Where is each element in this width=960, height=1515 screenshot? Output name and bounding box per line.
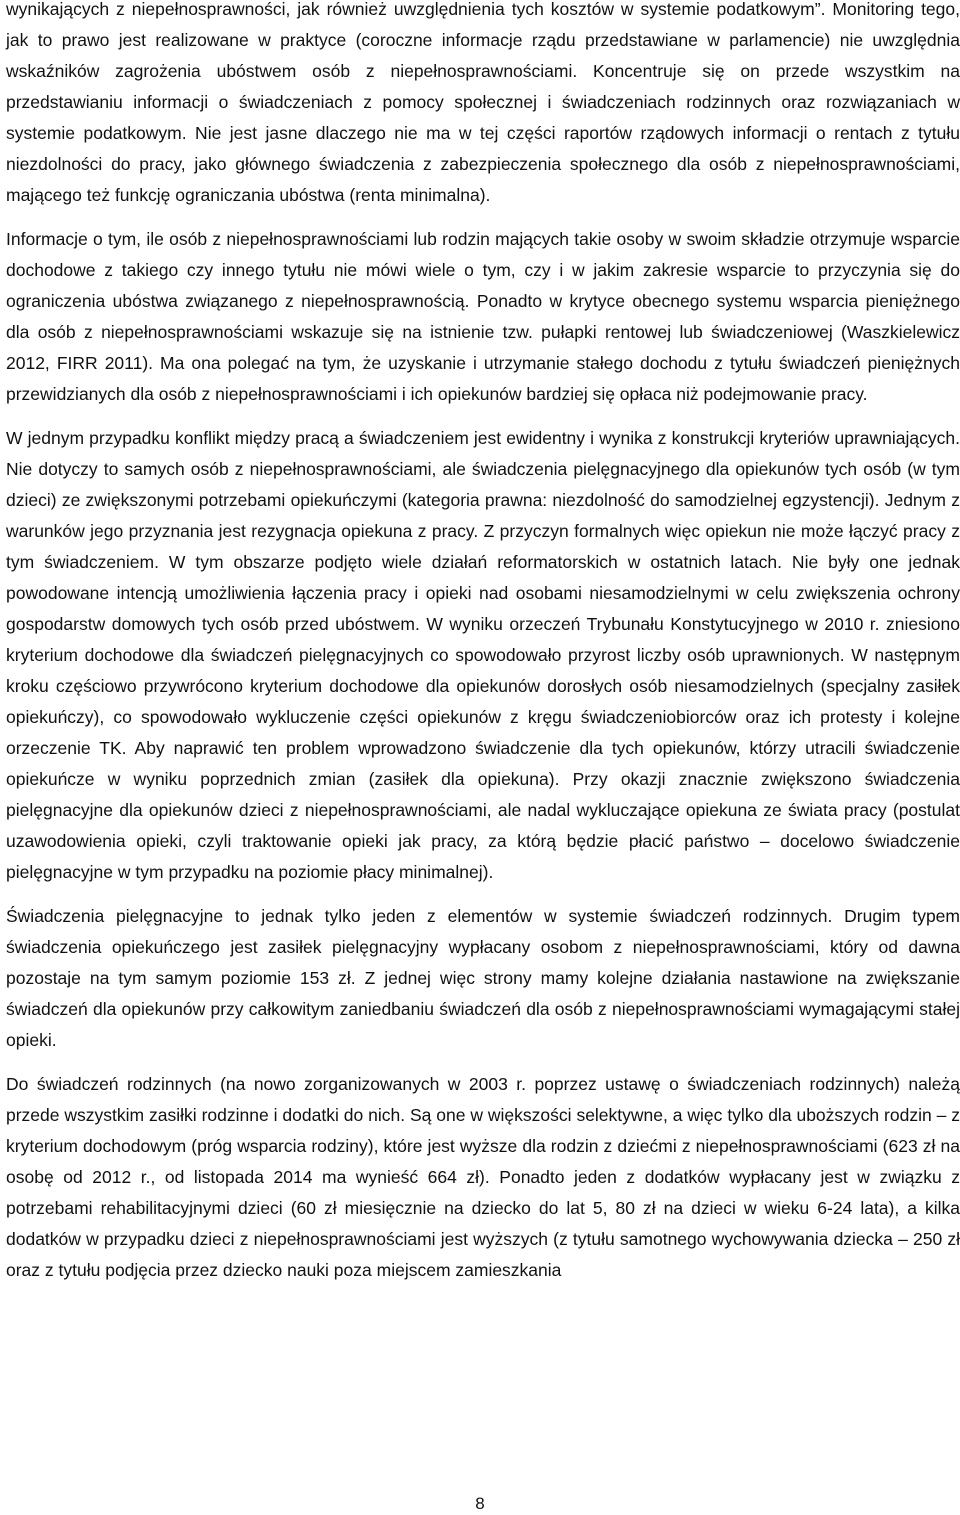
paragraph-care-benefits: Świadczenia pielęgnacyjne to jednak tylko jeden z elementów w systemie świadczeń rodzinnych. Drugim typem świadczenia opiekuńczego jest zasiłek pielęgnacyjny wypłacany osobom z niepełnosprawnościami, który od dawna pozostaje na tym samym poziomie 153 zł. Z jednej więc strony mamy kolejne działania nastawione na zwiększanie świadczeń dla opiekunów przy całkowitym zaniedbaniu świadczeń dla osób z niepełnosprawnościami wymagającymi stałej opieki. [6, 906, 960, 1050]
paragraph-monitoring: wynikających z niepełnosprawności, jak również uwzględnienia tych kosztów w systemie podatkowym”. Monitoring tego, jak to prawo jest realizowane w praktyce (coroczne informacje rządu przedstawiane w parlamencie) nie uwzględnia wskaźników zagrożenia ubóstwem osób z niepełnosprawnościami. Koncentruje się on przede wszystkim na przedstawianiu informacji o świadczeniach z pomocy społecznej i świadczeniach rodzinnych oraz rozwiązaniach w systemie podatkowym. Nie jest jasne dlaczego nie ma w tej części raportów rządowych informacji o rentach z tytułu niezdolności do pracy, jako głównego świadczenia z zabezpieczenia społecznego dla osób z niepełnosprawnościami, mającego też funkcję ograniczania ubóstwa (renta minimalna). [6, 0, 960, 205]
paragraph-income-support: Informacje o tym, ile osób z niepełnosprawnościami lub rodzin mających takie osoby w swoim składzie otrzymuje wsparcie dochodowe z takiego czy innego tytułu nie mówi wiele o tym, czy i w jakim zakresie wsparcie to przyczynia się do ograniczenia ubóstwa związanego z niepełnosprawnością. Ponadto w krytyce obecnego systemu wsparcia pieniężnego dla osób z niepełnosprawnościami wskazuje się na istnienie tzw. pułapki rentowej lub świadczeniowej (Waszkielewicz 2012, FIRR 2011). Ma ona polegać na tym, że uzyskanie i utrzymanie stałego dochodu z tytułu świadczeń pieniężnych przewidzianych dla osób z niepełnosprawnościami i ich opiekunów bardziej się opłaca niż podejmowanie pracy. [6, 229, 960, 404]
page-number: 8 [475, 1494, 485, 1513]
paragraph-care-benefit-conflict: W jednym przypadku konflikt między pracą a świadczeniem jest ewidentny i wynika z konstrukcji kryteriów uprawniających. Nie dotyczy to samych osób z niepełnosprawnościami, ale świadczenia pielęgnacyjnego dla opiekunów tych osób (w tym dzieci) ze zwiększonymi potrzebami opiekuńczymi (kategoria prawna: niezdolność do samodzielnej egzystencji). Jednym z warunków jego przyznania jest rezygnacja opiekuna z pracy. Z przyczyn formalnych więc opiekun nie może łączyć pracy z tym świadczeniem. W tym obszarze podjęto wiele działań reformatorskich w ostatnich latach. Nie były one jednak powodowane intencją umożliwienia łączenia pracy i opieki nad osobami niesamodzielnymi w celu zwiększenia ochrony gospodarstw domowych tych osób przed ubóstwem. W wyniku orzeczeń Trybunału Konstytucyjnego w 2010 r. zniesiono kryterium dochodowe dla świadczeń pielęgnacyjnych co spowodowało przyrost liczby osób uprawnionych. W następnym kroku częściowo przywrócono kryterium dochodowe dla opiekunów dorosłych osób niesamodzielnych (specjalny zasiłek opiekuńczy), co spowodowało wykluczenie części opiekunów z kręgu świadczeniobiorców oraz ich protesty i kolejne orzeczenie TK. Aby naprawić ten problem wprowadzono świadczenie dla tych opiekunów, którzy utracili świadczenie opiekuńcze w wyniku poprzednich zmian (zasiłek dla opiekuna). Przy okazji znacznie zwiększono świadczenia pielęgnacyjne dla opiekunów dzieci z niepełnosprawnościami, ale nadal wykluczające opiekuna ze świata pracy (postulat uzawodowienia opieki, czyli traktowanie opieki jak pracy, za którą będzie płacić państwo – docelowo świadczenie pielęgnacyjne w tym przypadku na poziomie płacy minimalnej). [6, 428, 960, 882]
document-page [6, 0, 960, 1286]
paragraph-family-benefits: Do świadczeń rodzinnych (na nowo zorganizowanych w 2003 r. poprzez ustawę o świadczeniach rodzinnych) należą przede wszystkim zasiłki rodzinne i dodatki do nich. Są one w większości selektywne, a więc tylko dla uboższych rodzin – z kryterium dochodowym (próg wsparcia rodziny), które jest wyższe dla rodzin z dziećmi z niepełnosprawnościami (623 zł na osobę od 2012 r., od listopada 2014 ma wynieść 664 zł). Ponadto jeden z dodatków wypłacany jest w związku z potrzebami rehabilitacyjnymi dzieci (60 zł miesięcznie na dziecko do lat 5, 80 zł na dzieci w wieku 6-24 lata), a kilka dodatków w przypadku dzieci z niepełnosprawnościami jest wyższych (z tytułu samotnego wychowywania dziecka – 250 zł oraz z tytułu podjęcia przez dziecko nauki poza miejscem zamieszkania [6, 1074, 960, 1280]
